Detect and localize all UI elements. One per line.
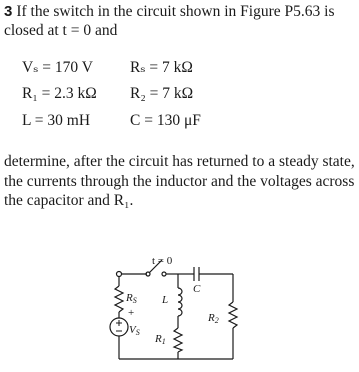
circuit-diagram [100, 256, 270, 368]
inductor [178, 288, 182, 316]
problem-text-1: If the switch in the circuit shown in Figure P5.63 is [16, 3, 335, 20]
label-r1: R1 [155, 333, 166, 346]
label-l: L [162, 294, 169, 306]
label-rs: RS [126, 292, 137, 305]
given-r1: R₁ = 2.3 kΩ [22, 85, 97, 102]
given-r2: R₂ = 7 kΩ [130, 85, 194, 102]
terminal-node [117, 272, 122, 277]
problem-line-2: closed at t = 0 and [4, 22, 118, 39]
label-r2: R2 [208, 312, 219, 325]
given-rs: Rₛ = 7 kΩ [130, 59, 193, 76]
resistor-rs [115, 286, 123, 312]
question-text: determine, after the circuit has returned to a steady state, the currents through the inductor and the voltages across the capacitor and R₁. [4, 153, 355, 209]
label-plus: + [128, 307, 135, 319]
resistor-r2 [229, 302, 237, 328]
given-vs: Vₛ = 170 V [22, 59, 93, 76]
switch-contact [162, 272, 166, 276]
switch-label: t = 0 [152, 256, 173, 267]
problem-number: 3 [4, 3, 13, 20]
given-l: L = 30 mH [22, 112, 91, 129]
resistor-r1 [174, 328, 182, 352]
given-c: C = 130 μF [130, 112, 201, 129]
problem-statement [4, 2, 356, 40]
problem-line-1 [4, 2, 356, 21]
label-vs: VS [129, 324, 140, 337]
label-c: C [193, 283, 201, 295]
